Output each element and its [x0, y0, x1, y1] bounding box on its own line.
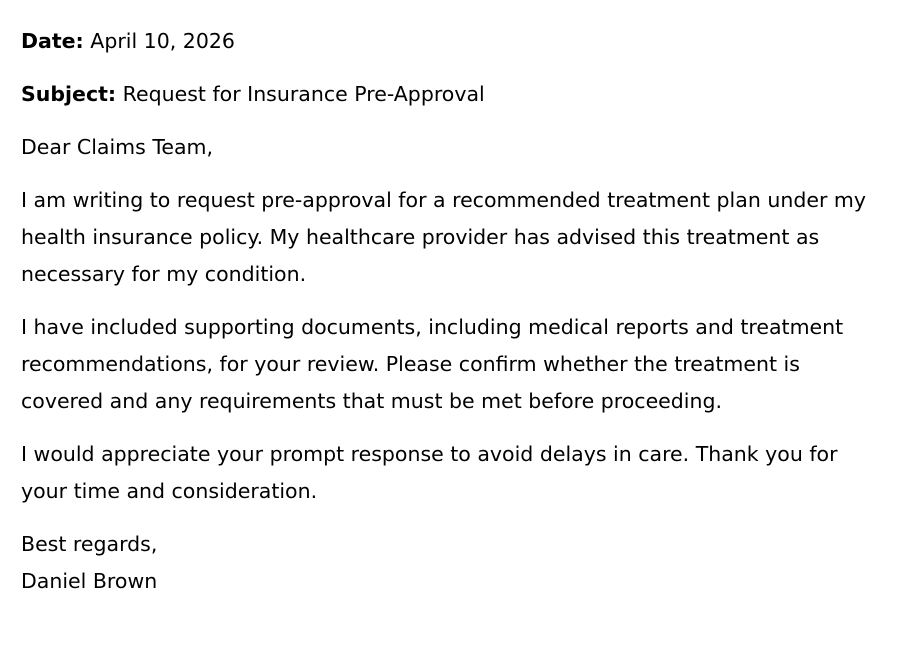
letter-document — [21, 23, 881, 600]
date-value: April 10, 2026 — [90, 29, 235, 53]
date-line — [21, 23, 881, 60]
paragraph-closing-request: I would appreciate your prompt response to avoid delays in care. Thank you for your time and consideration. — [21, 442, 838, 503]
signature: Daniel Brown — [21, 569, 158, 593]
salutation: Dear Claims Team, — [21, 135, 214, 159]
closing: Best regards, — [21, 532, 158, 556]
paragraph-intro: I am writing to request pre-approval for a recommended treatment plan under my health insurance policy. My healthcare provider has advised this treatment as necessary for my condition. — [21, 188, 866, 286]
paragraph-documents: I have included supporting documents, including medical reports and treatment recommendations, for your review. Please confirm whether the treatment is covered and any requirements that must be met before proceeding. — [21, 315, 844, 413]
subject-label: Subject: — [21, 82, 117, 106]
date-label: Date: — [21, 29, 84, 53]
subject-value: Request for Insurance Pre-Approval — [122, 82, 485, 106]
subject-line — [21, 76, 881, 113]
